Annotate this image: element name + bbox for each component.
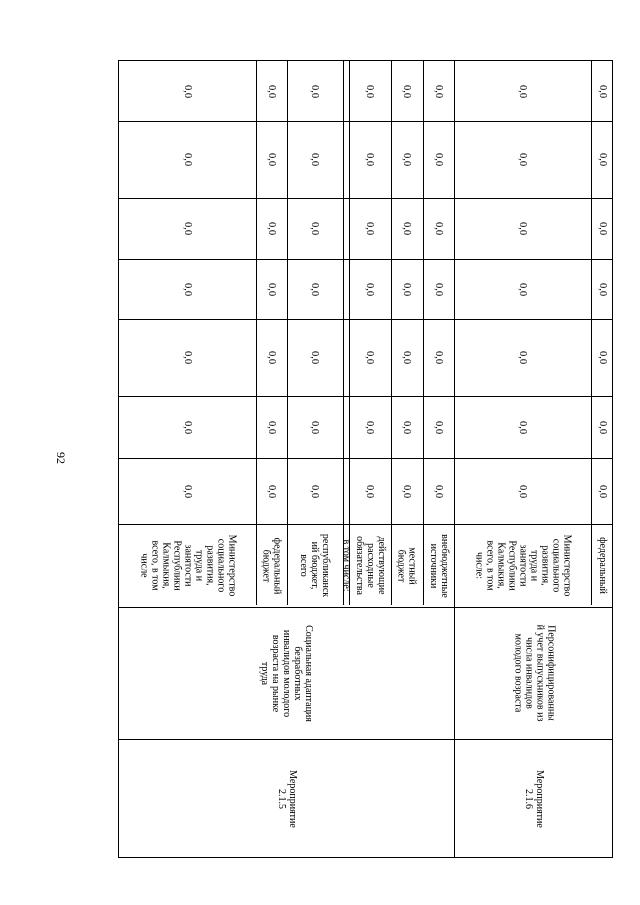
value-cell	[256, 458, 287, 524]
value-text: 0,0	[266, 282, 277, 296]
value-text: 0,0	[401, 484, 413, 498]
value-text: 0,0	[401, 84, 413, 98]
value-text: 0,0	[597, 420, 608, 434]
value-cell	[591, 198, 614, 259]
value-text: 0,0	[182, 84, 193, 98]
cell-text: Мероприятие	[533, 770, 545, 828]
value-cell	[256, 319, 287, 396]
cell-text: возраста на рынке	[269, 634, 281, 712]
value-text: 0,0	[266, 221, 277, 236]
value-cell	[349, 61, 391, 121]
value-text: 0,0	[364, 221, 376, 236]
value-cell	[423, 458, 454, 524]
value-text: 0,0	[309, 152, 321, 167]
cell-text: занятости	[182, 544, 193, 587]
value-text: 0,0	[182, 484, 193, 498]
value-cell	[119, 121, 256, 198]
value-text: 0,0	[364, 84, 376, 98]
value-cell	[454, 61, 591, 121]
value-text: 0,0	[309, 350, 321, 365]
value-text: 0,0	[597, 221, 608, 236]
value-cell	[391, 61, 423, 121]
value-text: 0,0	[401, 420, 413, 434]
value-text: 0,0	[597, 484, 608, 498]
cell-text: Республики	[171, 540, 182, 591]
value-cell	[119, 259, 256, 319]
funding-source	[591, 524, 614, 607]
funding-source	[349, 524, 391, 607]
value-cell	[287, 61, 343, 121]
funding-source	[423, 524, 454, 607]
value-text: 0,0	[182, 221, 193, 236]
value-text: 0,0	[517, 282, 528, 296]
cell-text: республиканск	[320, 533, 332, 598]
value-cell	[391, 319, 423, 396]
value-text: 0,0	[364, 282, 376, 296]
value-cell	[591, 396, 614, 458]
value-cell	[287, 458, 343, 524]
value-cell	[349, 198, 391, 259]
value-cell	[349, 259, 391, 319]
cell-text: ий бюджет,	[309, 541, 321, 590]
funding-source	[454, 524, 591, 607]
value-cell	[256, 198, 287, 259]
value-cell	[423, 396, 454, 458]
value-cell	[454, 121, 591, 198]
value-cell	[454, 396, 591, 458]
value-text: 0,0	[266, 420, 277, 434]
value-cell	[591, 61, 614, 121]
cell-text: занятости	[517, 544, 528, 587]
funding-source	[391, 524, 423, 607]
cell-text: й учет выпускников из	[533, 624, 545, 722]
value-text: 0,0	[266, 84, 277, 98]
funding-source	[256, 524, 287, 607]
value-cell	[591, 319, 614, 396]
cell-text: 2.1.5	[275, 788, 287, 809]
value-text: 0,0	[517, 350, 528, 365]
value-text: 0,0	[309, 484, 321, 498]
value-text: 0,0	[182, 282, 193, 296]
cell-text: Социальная адаптация	[302, 624, 314, 722]
value-cell	[349, 458, 391, 524]
value-text: 0,0	[401, 350, 413, 365]
value-text: 0,0	[364, 152, 376, 167]
value-cell	[454, 458, 591, 524]
value-cell	[119, 458, 256, 524]
value-text: 0,0	[401, 221, 413, 236]
cell-text: труда и	[528, 549, 539, 582]
value-text: 0,0	[433, 484, 444, 498]
value-cell	[591, 121, 614, 198]
value-text: 0,0	[266, 152, 277, 167]
value-cell	[256, 121, 287, 198]
cell-text: молодого возраста	[511, 633, 523, 713]
cell-text: всего, в том	[484, 540, 495, 591]
value-text: 0,0	[517, 484, 528, 498]
value-cell	[454, 259, 591, 319]
measure-code	[454, 739, 614, 859]
value-cell	[423, 121, 454, 198]
value-cell	[287, 121, 343, 198]
value-cell	[391, 458, 423, 524]
value-cell	[287, 259, 343, 319]
funding-source	[287, 524, 343, 607]
measure-name	[454, 607, 614, 739]
value-cell	[423, 259, 454, 319]
cell-text: труда и	[193, 549, 204, 582]
page-number: 92	[54, 452, 68, 464]
value-cell	[119, 396, 256, 458]
value-cell	[349, 319, 391, 396]
cell-text: безработных	[291, 645, 303, 701]
value-text: 0,0	[597, 350, 608, 365]
cell-text: всего, в том	[149, 540, 160, 591]
value-cell	[256, 61, 287, 121]
measure-code	[119, 739, 454, 859]
value-cell	[391, 198, 423, 259]
cell-text: в том числе:	[340, 539, 352, 592]
value-cell	[119, 61, 256, 121]
value-text: 0,0	[433, 221, 444, 236]
value-text: 0,0	[266, 350, 277, 365]
value-text: 0,0	[517, 152, 528, 167]
value-cell	[391, 121, 423, 198]
value-text: 0,0	[182, 152, 193, 167]
cell-text: источники	[427, 543, 439, 588]
cell-text: действующие	[375, 536, 387, 595]
value-text: 0,0	[597, 84, 608, 98]
value-cell	[256, 259, 287, 319]
value-text: 0,0	[433, 420, 444, 434]
value-cell	[454, 198, 591, 259]
value-text: 0,0	[597, 152, 608, 167]
value-text: 0,0	[309, 84, 321, 98]
value-text: 0,0	[309, 420, 321, 434]
cell-text: числа инвалидов	[522, 637, 534, 709]
value-text: 0,0	[401, 152, 413, 167]
value-text: 0,0	[433, 350, 444, 365]
value-cell	[349, 121, 391, 198]
value-cell	[287, 396, 343, 458]
cell-text: Министерство	[561, 534, 572, 597]
cell-text: Министерство	[226, 534, 237, 597]
value-cell	[349, 396, 391, 458]
value-cell	[591, 259, 614, 319]
value-text: 0,0	[433, 282, 444, 296]
value-cell	[423, 198, 454, 259]
cell-text: внебюджетные	[438, 533, 450, 598]
measure-name	[119, 607, 454, 739]
cell-text: социального	[550, 538, 561, 593]
value-text: 0,0	[182, 350, 193, 365]
value-text: 0,0	[517, 84, 528, 98]
cell-text: федеральный	[597, 537, 608, 594]
value-cell	[287, 319, 343, 396]
value-cell	[423, 319, 454, 396]
cell-text: Калмыкия,	[160, 542, 171, 589]
value-cell	[287, 198, 343, 259]
value-text: 0,0	[364, 484, 376, 498]
funding-source	[119, 524, 256, 607]
value-text: 0,0	[597, 282, 608, 296]
value-text: 0,0	[364, 420, 376, 434]
value-cell	[423, 61, 454, 121]
cell-text: Персонифицированны	[544, 625, 556, 721]
cell-text: расходные	[364, 543, 376, 588]
value-text: 0,0	[309, 282, 321, 296]
value-cell	[119, 319, 256, 396]
value-cell	[391, 259, 423, 319]
value-cell	[591, 458, 614, 524]
value-text: 0,0	[517, 420, 528, 434]
cell-text: труда	[258, 661, 270, 685]
cell-text: числе	[138, 553, 149, 578]
value-text: 0,0	[266, 484, 277, 498]
cell-text: федеральный	[271, 537, 283, 594]
cell-text: местный	[407, 546, 418, 585]
cell-text: Калмыкия,	[495, 542, 506, 589]
value-text: 0,0	[182, 420, 193, 434]
cell-text: бюджет	[396, 549, 407, 582]
cell-text: инвалидов молодого	[280, 629, 292, 717]
value-text: 0,0	[517, 221, 528, 236]
value-text: 0,0	[433, 152, 444, 167]
cell-text: бюджет	[260, 549, 272, 582]
cell-text: обязательства	[353, 536, 365, 595]
budget-table	[118, 60, 613, 858]
cell-text: всего	[298, 554, 310, 577]
cell-text: 2.1.6	[522, 788, 534, 809]
value-text: 0,0	[364, 350, 376, 365]
value-cell	[391, 396, 423, 458]
value-cell	[454, 319, 591, 396]
cell-text: Мероприятие	[286, 770, 298, 828]
cell-text: развития,	[204, 545, 215, 586]
value-cell	[256, 396, 287, 458]
value-text: 0,0	[433, 84, 444, 98]
value-cell	[119, 198, 256, 259]
value-text: 0,0	[309, 221, 321, 236]
cell-text: развития,	[539, 545, 550, 586]
cell-text: социального	[215, 538, 226, 593]
cell-text: числе:	[473, 551, 484, 580]
value-text: 0,0	[401, 282, 413, 296]
cell-text: Республики	[506, 540, 517, 591]
